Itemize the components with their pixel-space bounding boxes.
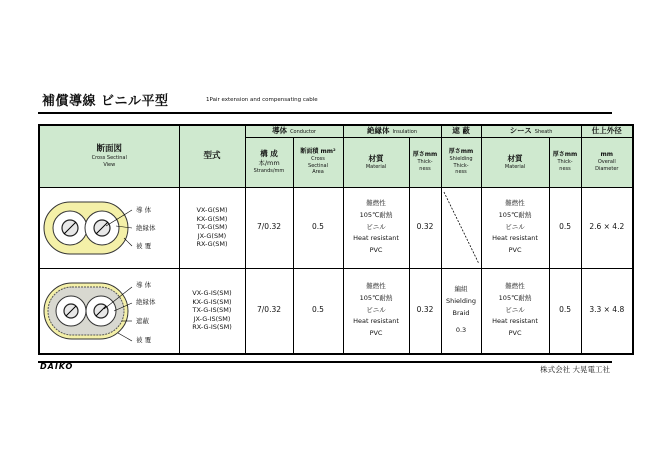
model-list-1 xyxy=(179,187,245,268)
header-sheath-thickness-en2: ness xyxy=(559,166,571,173)
header-sheath-thickness-en1: Thick- xyxy=(557,159,573,166)
header-insulation-material xyxy=(343,137,409,187)
sheath-material-2 xyxy=(481,268,549,354)
company-name: 株式会社 大晃電工社 xyxy=(540,365,610,374)
insulation-thickness-value: 0.32 xyxy=(409,268,441,354)
label-insulation: 絶縁体 xyxy=(136,223,156,232)
header-strands-en: Strands/mm xyxy=(253,168,285,175)
material-line: ビニル xyxy=(505,222,525,231)
material-line: Heat resistant xyxy=(353,234,399,243)
page-subtitle: 1Pair extension and compensating cable xyxy=(206,97,318,103)
header-sheath-material-en: Material xyxy=(504,163,526,170)
flat-cable-icon xyxy=(40,188,180,268)
header-cross-section-jp: 断面図 xyxy=(96,143,122,154)
header-sheath-material-jp: 材質 xyxy=(507,153,523,163)
od-value: 3.3 × 4.8 xyxy=(581,268,633,354)
header-shield-thickness-en3: ness xyxy=(455,169,467,176)
model-item: VX-G-IS(SM) xyxy=(192,289,232,298)
header-sheath-en: Sheath xyxy=(534,129,553,136)
header-insulation-material-jp: 材質 xyxy=(368,153,384,163)
header-sheath-material xyxy=(481,137,549,187)
header-insulation-jp: 絶縁体 xyxy=(367,126,390,136)
header-insulation-thickness-en1: Thick- xyxy=(417,159,433,166)
header-cross-section-en2: View xyxy=(103,161,116,168)
header-insulation-thickness-en2: ness xyxy=(419,166,431,173)
strands-value: 7/0.32 xyxy=(245,187,293,268)
header-insulation xyxy=(343,125,441,137)
area-value: 0.5 xyxy=(293,187,343,268)
header-area-en1: Cross xyxy=(311,155,325,162)
header-conductor-en: Conductor xyxy=(290,129,316,136)
header-type xyxy=(179,125,245,187)
insulation-material-1 xyxy=(343,187,409,268)
header-shield-jp: 遮 蔽 xyxy=(452,126,470,136)
material-line: ビニル xyxy=(366,305,386,314)
label-jacket: 被 覆 xyxy=(136,335,152,344)
header-od-en2: Diameter xyxy=(595,166,619,173)
cable-illustration-1 xyxy=(39,187,179,268)
model-item: KX-G(SM) xyxy=(196,214,228,223)
sheath-thickness-value: 0.5 xyxy=(549,268,581,354)
header-od-en1: Overall xyxy=(597,159,616,166)
page-title: 補償導線 ビニル平型 xyxy=(42,94,169,109)
model-list-2 xyxy=(179,268,245,354)
header-insulation-thickness-jp: 厚さmm xyxy=(412,151,438,159)
area-value: 0.5 xyxy=(293,268,343,354)
shielded-flat-cable-icon xyxy=(40,269,180,353)
material-line: Heat resistant xyxy=(353,317,399,326)
header-strands xyxy=(245,137,293,187)
label-shield: 遮蔽 xyxy=(136,316,149,325)
header-area-jp: 断面積 mm² xyxy=(300,147,336,155)
material-line: 難燃性 xyxy=(366,282,386,291)
sheath-material-1 xyxy=(481,187,549,268)
header-shield-thickness xyxy=(441,137,481,187)
strands-value: 7/0.32 xyxy=(245,268,293,354)
header-insulation-en: Insulation xyxy=(392,129,417,136)
header-area xyxy=(293,137,343,187)
material-line: 105℃耐熱 xyxy=(498,210,532,219)
material-line: Heat resistant xyxy=(492,317,538,326)
header-od-jp: 仕上外径 xyxy=(591,126,622,136)
cable-illustration-2 xyxy=(39,268,179,354)
label-conductor: 導 体 xyxy=(136,280,152,289)
insulation-material-2 xyxy=(343,268,409,354)
header-cross-section xyxy=(39,125,179,187)
model-item: TX-G-IS(SM) xyxy=(192,306,232,315)
material-line: PVC xyxy=(369,329,383,338)
insulation-thickness-value: 0.32 xyxy=(409,187,441,268)
company-logo: DAIKO xyxy=(40,362,74,371)
model-item: KX-G-IS(SM) xyxy=(192,297,232,306)
material-line: PVC xyxy=(369,246,383,255)
shield-material-2 xyxy=(441,268,481,354)
header-shield-thickness-jp: 厚さmm xyxy=(448,147,474,155)
shield-line: Shielding xyxy=(446,296,477,305)
header-area-en3: Area xyxy=(312,169,324,176)
material-line: PVC xyxy=(508,329,522,338)
od-value: 2.6 × 4.2 xyxy=(581,187,633,268)
model-item: VX-G(SM) xyxy=(196,206,228,215)
label-conductor: 導 体 xyxy=(136,205,152,214)
header-type-jp: 型式 xyxy=(203,150,221,161)
spec-table xyxy=(38,124,634,355)
model-item: JX-G-IS(SM) xyxy=(193,314,231,323)
material-line: 難燃性 xyxy=(505,282,525,291)
header-od xyxy=(581,125,633,137)
header-sheath-thickness xyxy=(549,137,581,187)
header-shield xyxy=(441,125,481,137)
material-line: ビニル xyxy=(505,305,525,314)
label-jacket: 被 覆 xyxy=(136,241,152,250)
header-od-unit: mm xyxy=(600,151,614,159)
header-area-en2: Sectinal xyxy=(308,162,328,169)
model-item: JX-G(SM) xyxy=(197,231,227,240)
header-shield-thickness-en1: Shielding xyxy=(449,155,473,162)
header-strands-jp: 構 成 xyxy=(260,149,278,159)
material-line: ビニル xyxy=(366,222,386,231)
shield-not-applicable xyxy=(441,187,481,268)
header-shield-thickness-en2: Thick- xyxy=(453,162,469,169)
table-row xyxy=(39,187,633,268)
material-line: 難燃性 xyxy=(505,199,525,208)
shield-line: Braid xyxy=(452,308,470,317)
material-line: 105℃耐熱 xyxy=(359,293,393,302)
footer-rule xyxy=(38,361,612,363)
diagonal-dash-icon xyxy=(442,188,481,268)
header-sheath-jp: シース xyxy=(509,126,532,136)
material-line: 難燃性 xyxy=(366,199,386,208)
header-strands-unit: 本/mm xyxy=(258,159,280,168)
material-line: 105℃耐熱 xyxy=(498,293,532,302)
material-line: 105℃耐熱 xyxy=(359,210,393,219)
shield-line: 編組 xyxy=(454,285,468,294)
header-cross-section-en1: Cross Sectinal xyxy=(91,155,127,162)
label-insulation: 絶縁体 xyxy=(136,297,156,306)
shield-thickness-value: 0.3 xyxy=(455,326,467,335)
header-sheath xyxy=(481,125,581,137)
header-insulation-material-en: Material xyxy=(365,163,387,170)
sheath-thickness-value: 0.5 xyxy=(549,187,581,268)
header-conductor xyxy=(245,125,343,137)
material-line: Heat resistant xyxy=(492,234,538,243)
table-row xyxy=(39,268,633,354)
title-rule xyxy=(38,112,612,114)
model-item: RX-G-IS(SM) xyxy=(192,323,232,332)
header-insulation-thickness xyxy=(409,137,441,187)
material-line: PVC xyxy=(508,246,522,255)
header-conductor-jp: 導体 xyxy=(272,126,288,136)
model-item: TX-G(SM) xyxy=(196,223,228,232)
header-od-detail xyxy=(581,137,633,187)
model-item: RX-G(SM) xyxy=(196,240,228,249)
header-sheath-thickness-jp: 厚さmm xyxy=(552,151,578,159)
